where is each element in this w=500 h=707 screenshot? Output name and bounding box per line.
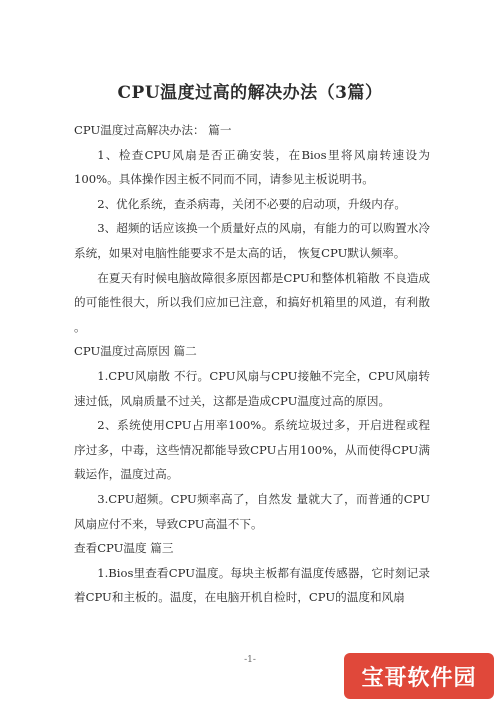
- paragraph: 在夏天有时候电脑故障很多原因都是CPU和整体机箱散 不良造成的可能性很大，所以我们应加已注意，和搞好机箱里的风道，有利散 。: [74, 270, 430, 334]
- paragraph: 1.CPU风扇散 不行。CPU风扇与CPU接触不完全，CPU风扇转速过低，风扇质量不过关，这都是造成CPU温度过高的原因。: [74, 368, 430, 408]
- section-heading: CPU温度过高解决办法： 篇一: [74, 123, 232, 137]
- watermark-text: 宝哥软件园: [361, 665, 477, 691]
- paragraph: 1.Bios里查看CPU温度。每块主板都有温度传感器，它时刻记录着CPU和主板的。温度，在电脑开机自检时，CPU的温度和风扇: [74, 565, 430, 605]
- paragraph: 2、系统使用CPU占用率100%。系统垃圾过多，开启进程或程序过多，中毒，这些情况都能导致CPU占用100%，从而使得CPU满载运作，温度过高。: [74, 418, 430, 482]
- paragraph: 3、超频的话应该换一个质量好点的风扇，有能力的可以购置水冷系统，如果对电脑性能要求不是太高的话， 恢复CPU默认频率。: [74, 221, 430, 260]
- paragraph: 2、优化系统，查杀病毒，关闭不必要的启动项，升级内存。: [97, 196, 407, 211]
- watermark-logo: [344, 653, 494, 699]
- document-title: CPU温度过高的解决办法（3篇）: [117, 83, 383, 103]
- page-number: -1-: [244, 655, 256, 665]
- section-heading: CPU温度过高原因 篇二: [74, 344, 197, 359]
- paragraph: 3.CPU超频。CPU频率高了，自然发 量就大了，而普通的CPU风扇应付不来，导致CPU高温不下。: [74, 491, 430, 531]
- paragraph: 1、检查CPU风扇是否正确安装，在Bios里将风扇转速设为100%。具体操作因主板不同而不同，请参见主板说明书。: [74, 147, 430, 187]
- document-body: [74, 118, 430, 610]
- section-heading: 查看CPU温度 篇三: [74, 541, 174, 556]
